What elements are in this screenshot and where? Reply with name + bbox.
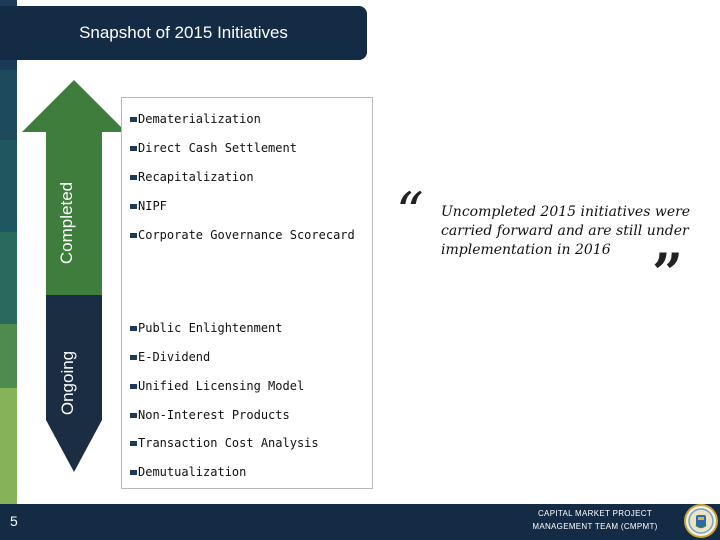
footer <box>0 504 720 540</box>
bullet-icon <box>130 117 137 122</box>
bullet-icon <box>130 413 137 418</box>
quote-text: Uncompleted 2015 initiatives were carried forward and are still under implementation in 2016 <box>441 204 691 258</box>
bullet-icon <box>130 384 137 389</box>
list-item: Corporate Governance Scorecard <box>130 228 355 242</box>
cmpmt-logo-icon <box>684 504 718 538</box>
list-item: Dematerialization <box>130 112 261 126</box>
slide-title: Snapshot of 2015 Initiatives <box>79 23 288 42</box>
list-item: Direct Cash Settlement <box>130 141 297 155</box>
bullet-icon <box>130 204 137 209</box>
ongoing-label: Ongoing <box>58 350 77 416</box>
title-bar <box>0 6 367 60</box>
bullet-icon <box>130 326 137 331</box>
side-band-segment <box>0 70 17 140</box>
list-item: E-Dividend <box>130 350 210 364</box>
bullet-icon <box>130 441 137 446</box>
list-item: Transaction Cost Analysis <box>130 436 319 450</box>
bullet-icon <box>130 233 137 238</box>
list-item: Public Enlightenment <box>130 321 283 335</box>
page-number: 5 <box>10 513 18 529</box>
list-item: Unified Licensing Model <box>130 379 304 393</box>
side-band-segment <box>0 324 17 388</box>
list-item: Recapitalization <box>130 170 254 184</box>
list-item: NIPF <box>130 199 167 213</box>
list-item: Demutualization <box>130 465 246 479</box>
bullet-icon <box>130 175 137 180</box>
bullet-icon <box>130 146 137 151</box>
organization-name: CAPITAL MARKET PROJECT MANAGEMENT TEAM (CMPMT) <box>532 509 658 531</box>
close-quote-icon: ” <box>652 241 684 305</box>
bullet-icon <box>130 470 137 475</box>
list-item: Non-Interest Products <box>130 408 290 422</box>
side-band-segment <box>0 232 17 324</box>
bullet-icon <box>130 355 137 360</box>
initiatives-list <box>121 97 373 489</box>
completed-label: Completed <box>57 181 76 265</box>
side-band-segment <box>0 140 17 232</box>
open-quote-icon: “ <box>396 181 424 244</box>
side-band-segment <box>0 388 17 504</box>
